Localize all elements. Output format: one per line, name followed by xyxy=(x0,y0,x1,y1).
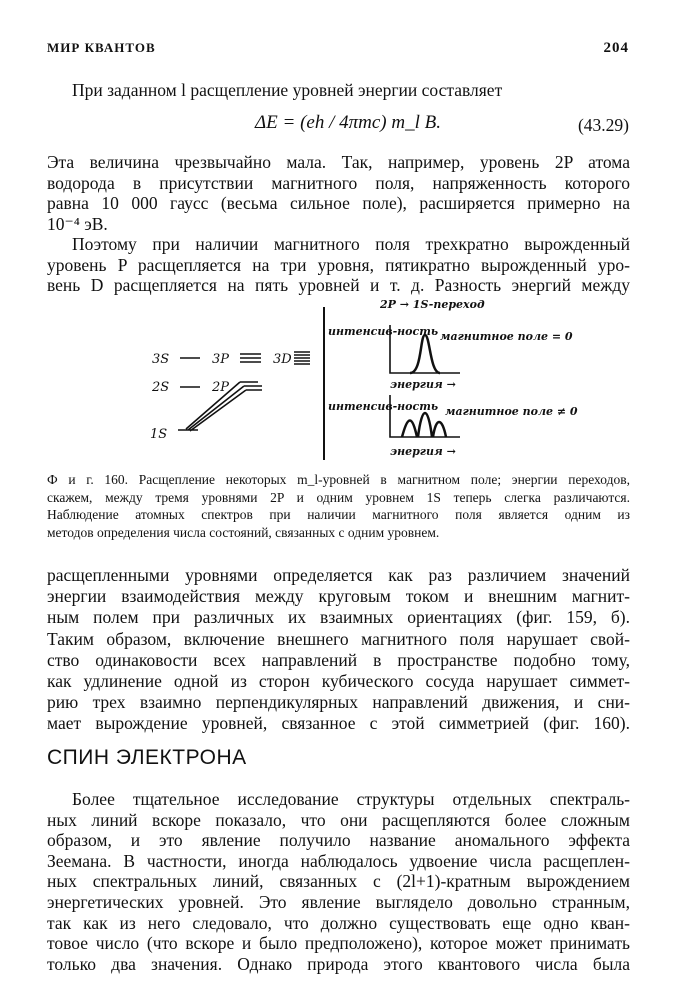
intro-line: При заданном l расщепление уровней энергии составляет xyxy=(72,80,503,100)
text-line: Таким образом, включение внешнего магнитного поля нарушает свой- xyxy=(47,628,630,649)
text-line: товое число (что вскоре и было предположено), которое может принимать xyxy=(47,933,630,954)
text-line: водорода в присутствии магнитного поля, напряженность которого xyxy=(47,172,630,193)
text-line: рию трех взаимно перпендикулярных направлений движения, и сни- xyxy=(47,692,630,713)
text-line: уровень P расщепляется на три уровня, пятикратно вырожденный уро- xyxy=(47,254,630,275)
text-line: Наблюдение атомных спектров при наличии магнитного поля является одним из xyxy=(47,507,630,522)
text-line: так как из него следовало, что должно существовать еще одно кван- xyxy=(47,912,630,933)
text-line: образом, и это явление получило название аномального эффекта xyxy=(47,830,630,851)
level-1s: 1S xyxy=(150,427,168,442)
intensity-label-top: интенсив-ность xyxy=(328,325,439,338)
text-line: ных линий вскоре показало, что они расщепляются более сложным xyxy=(47,809,630,830)
level-3s: 3S xyxy=(152,352,170,367)
section-title: СПИН ЭЛЕКТРОНА xyxy=(47,746,247,769)
text-line: равна 10 000 гаусс (весьма сильное поле), расширяется примерно на xyxy=(47,193,630,213)
running-title: МИР КВАНТОВ xyxy=(47,40,156,55)
level-2s: 2S xyxy=(152,380,170,395)
field-nonzero-label: магнитное поле ≠ 0 xyxy=(445,405,578,418)
text-line: Более тщательное исследование структуры отдельных спектраль- xyxy=(72,789,630,809)
text-line: энергетических уровней. Это явление выглядело довольно странным, xyxy=(47,892,630,912)
equation-number: (43.29) xyxy=(577,115,629,135)
level-3p: 3P xyxy=(212,352,230,367)
figure-160 xyxy=(140,295,578,470)
text-line: Эта величина чрезвычайно мала. Так, например, уровень 2P атома xyxy=(47,152,630,172)
field-zero-label: магнитное поле = 0 xyxy=(440,330,573,343)
text-line: только два значения. Однако природа этого квантового числа была xyxy=(47,953,630,974)
text-line: Поэтому при наличии магнитного поля трехкратно вырожденный xyxy=(72,234,630,254)
energy-label-bottom: энергия → xyxy=(390,445,456,458)
energy-label-top: энергия → xyxy=(390,378,456,391)
text-line: ство одинаковости всех направлений в пространстве подобно тому, xyxy=(47,649,630,670)
text-line: Ф и г. 160. Расщепление некоторых m_l-уровней в магнитном поле; энергии переходов, xyxy=(47,472,630,487)
transition-label: 2P → 1S-переход xyxy=(380,298,485,311)
formula: ΔE = (eh / 4πmc) m_l B. xyxy=(255,112,441,133)
text-line: методов определения числа состояний, связанных с одним уровнем. xyxy=(47,524,440,540)
text-line: мает вырождение уровней, связанное с этой симметрией (фиг. 160). xyxy=(47,713,630,734)
text-line: расщепленными уровнями определяется как раз различием значений xyxy=(47,565,630,585)
text-line: скажем, между тремя уровнями 2P и одним уровнем 1S теперь слегка различаются. xyxy=(47,489,630,505)
level-3d: 3D xyxy=(273,352,292,367)
level-2p: 2P xyxy=(212,380,230,395)
text-line: Зеемана. В частности, иногда наблюдалось удвоение числа расщеплен- xyxy=(47,850,630,871)
text-line: ным полем при различных их взаимных ориентациях (фиг. 159, б). xyxy=(47,607,630,628)
intensity-label-bottom: интенсив-ность xyxy=(328,400,439,413)
text-line: ных спектральных линий, связанных с (2l+1)-кратным вырождением xyxy=(47,871,630,892)
text-line: 10⁻⁴ эВ. xyxy=(47,213,108,234)
page-number: 204 xyxy=(603,40,629,56)
text-line: как удлинение одной из сторон кубического сосуда нарушает симмет- xyxy=(47,671,630,691)
text-line: энергии взаимодействия между круговым током и внешним магнит- xyxy=(47,586,630,607)
text-line: вень D расщепляется на пять уровней и т. д. Разность энергий между xyxy=(47,275,630,295)
